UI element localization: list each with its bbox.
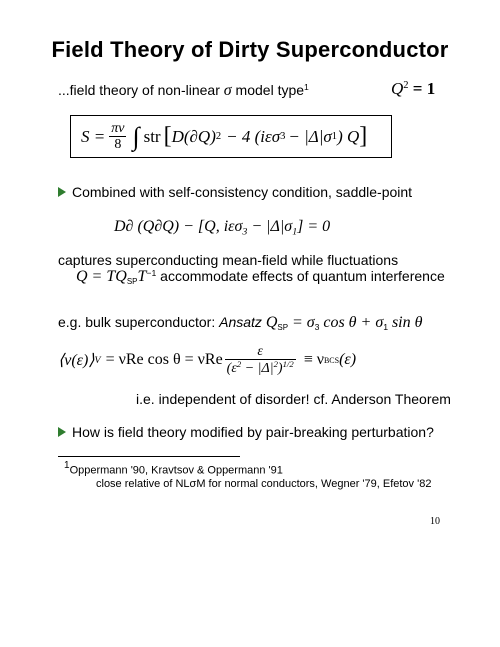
dos-den-a: (ε (226, 360, 237, 376)
action-body-a: D(∂Q) (171, 126, 216, 146)
action-body-d: ) Q (337, 126, 360, 146)
q2-q: Q (391, 79, 404, 98)
action-body-c: − |Δ|σ (288, 126, 332, 146)
intro-line (58, 82, 309, 100)
ansatz-eq-c: cos θ + σ (323, 314, 384, 331)
footnote-line-1 (64, 460, 283, 477)
q2-exp: 2 (403, 80, 409, 92)
ansatz-eq-d: sin θ (391, 314, 423, 331)
ansatz-eq-b: = σ (291, 314, 315, 331)
example-line (58, 314, 422, 332)
footnote-rule (58, 456, 240, 457)
action-fraction (109, 121, 126, 153)
left-bracket: [ (163, 123, 172, 149)
captures-line-2-rest: accommodate effects of quantum interference (160, 268, 445, 284)
ansatz-eq-sub: SP (277, 322, 289, 332)
dos-lhs-sub: V (94, 354, 101, 366)
dos-frac-num: ε (225, 344, 296, 360)
ansatz-eq-b-sub: 3 (314, 322, 320, 333)
footnote-text-1: Oppermann '90, Kravtsov & Oppermann '91 (69, 464, 283, 477)
triangle-bullet-icon (58, 187, 66, 197)
action-equation (81, 120, 367, 153)
footnote-mark: 1 (64, 460, 70, 471)
bullet-combined (58, 184, 412, 200)
ansatz-word: Ansatz (219, 314, 262, 330)
bullet-pair-breaking (58, 424, 434, 440)
dos-rhs-end: (ε) (339, 351, 357, 368)
dos-den-exp3: 1/2 (282, 359, 294, 370)
action-lhs: S = (81, 126, 106, 146)
dos-rhs-sub: BCS (323, 355, 340, 365)
action-body-c-sub: 1 (331, 131, 338, 142)
q-squared-equation (391, 79, 435, 99)
dos-den-exp1: 2 (236, 359, 242, 370)
str-operator: str (143, 126, 161, 146)
q-fluct-b: T (137, 268, 147, 285)
saddle-point-equation (114, 218, 330, 237)
right-bracket: ] (359, 123, 368, 149)
dos-den-c: ) (277, 360, 283, 376)
page-number: 10 (430, 516, 440, 527)
bullet-pair-breaking-text: How is field theory modified by pair-breaking perturbation? (72, 424, 434, 440)
q-fluct-sup: −1 (146, 268, 157, 279)
saddle-b: − |Δ|σ (251, 218, 293, 235)
dos-frac-den (225, 360, 296, 376)
ansatz-eq-a: Q (265, 314, 278, 331)
intro-prefix: ...field theory of non-linear (58, 82, 220, 98)
ansatz-eq-c-sub: 1 (383, 322, 389, 333)
dos-den-exp2: 2 (273, 359, 278, 370)
bullet-combined-text: Combined with self-consistency condition, saddle-point (72, 184, 413, 200)
action-body-a-exp: 2 (215, 131, 222, 142)
saddle-a: D∂ (Q∂Q) − [Q, iεσ (114, 218, 243, 235)
integral-sign: ∫ (132, 121, 140, 151)
dos-fraction (225, 344, 296, 377)
intro-suffix: model type (235, 82, 305, 98)
action-frac-den: 8 (114, 137, 122, 152)
captures-line-1: captures superconducting mean-field while fluctuations (58, 252, 399, 268)
saddle-b-sub: 1 (292, 226, 298, 238)
action-body-b: − 4 (iεσ (226, 126, 281, 146)
footnote-line-2: close relative of NLσM for normal conductors, Wegner '79, Efetov '82 (96, 478, 432, 490)
triangle-bullet-icon (58, 427, 66, 437)
dos-rhs: ≡ ν (303, 351, 324, 368)
action-body-b-sub: 3 (280, 131, 286, 142)
footnote-ref: 1 (304, 82, 309, 93)
saddle-c: ] = 0 (297, 218, 331, 235)
saddle-a-sub: 3 (242, 226, 248, 238)
action-equation-box (70, 115, 392, 158)
dos-mid: = νRe cos θ = νRe (105, 351, 223, 368)
captures-line-2 (76, 268, 445, 286)
slide-title: Field Theory of Dirty Superconductor (51, 37, 449, 62)
q2-rest: = 1 (412, 79, 436, 98)
example-prefix: e.g. bulk superconductor: (58, 314, 216, 330)
anderson-remark: i.e. independent of disorder! cf. Anderson Theorem (136, 391, 451, 407)
q-fluct-sub: SP (126, 276, 138, 286)
dos-equation (58, 340, 356, 380)
sigma-symbol: σ (223, 82, 232, 99)
action-frac-num: πν (111, 120, 125, 136)
dos-den-b: − |Δ| (244, 360, 274, 376)
q-fluct-a: Q = TQ (76, 268, 127, 285)
dos-lhs: ⟨ν(ε)⟩ (58, 352, 95, 369)
